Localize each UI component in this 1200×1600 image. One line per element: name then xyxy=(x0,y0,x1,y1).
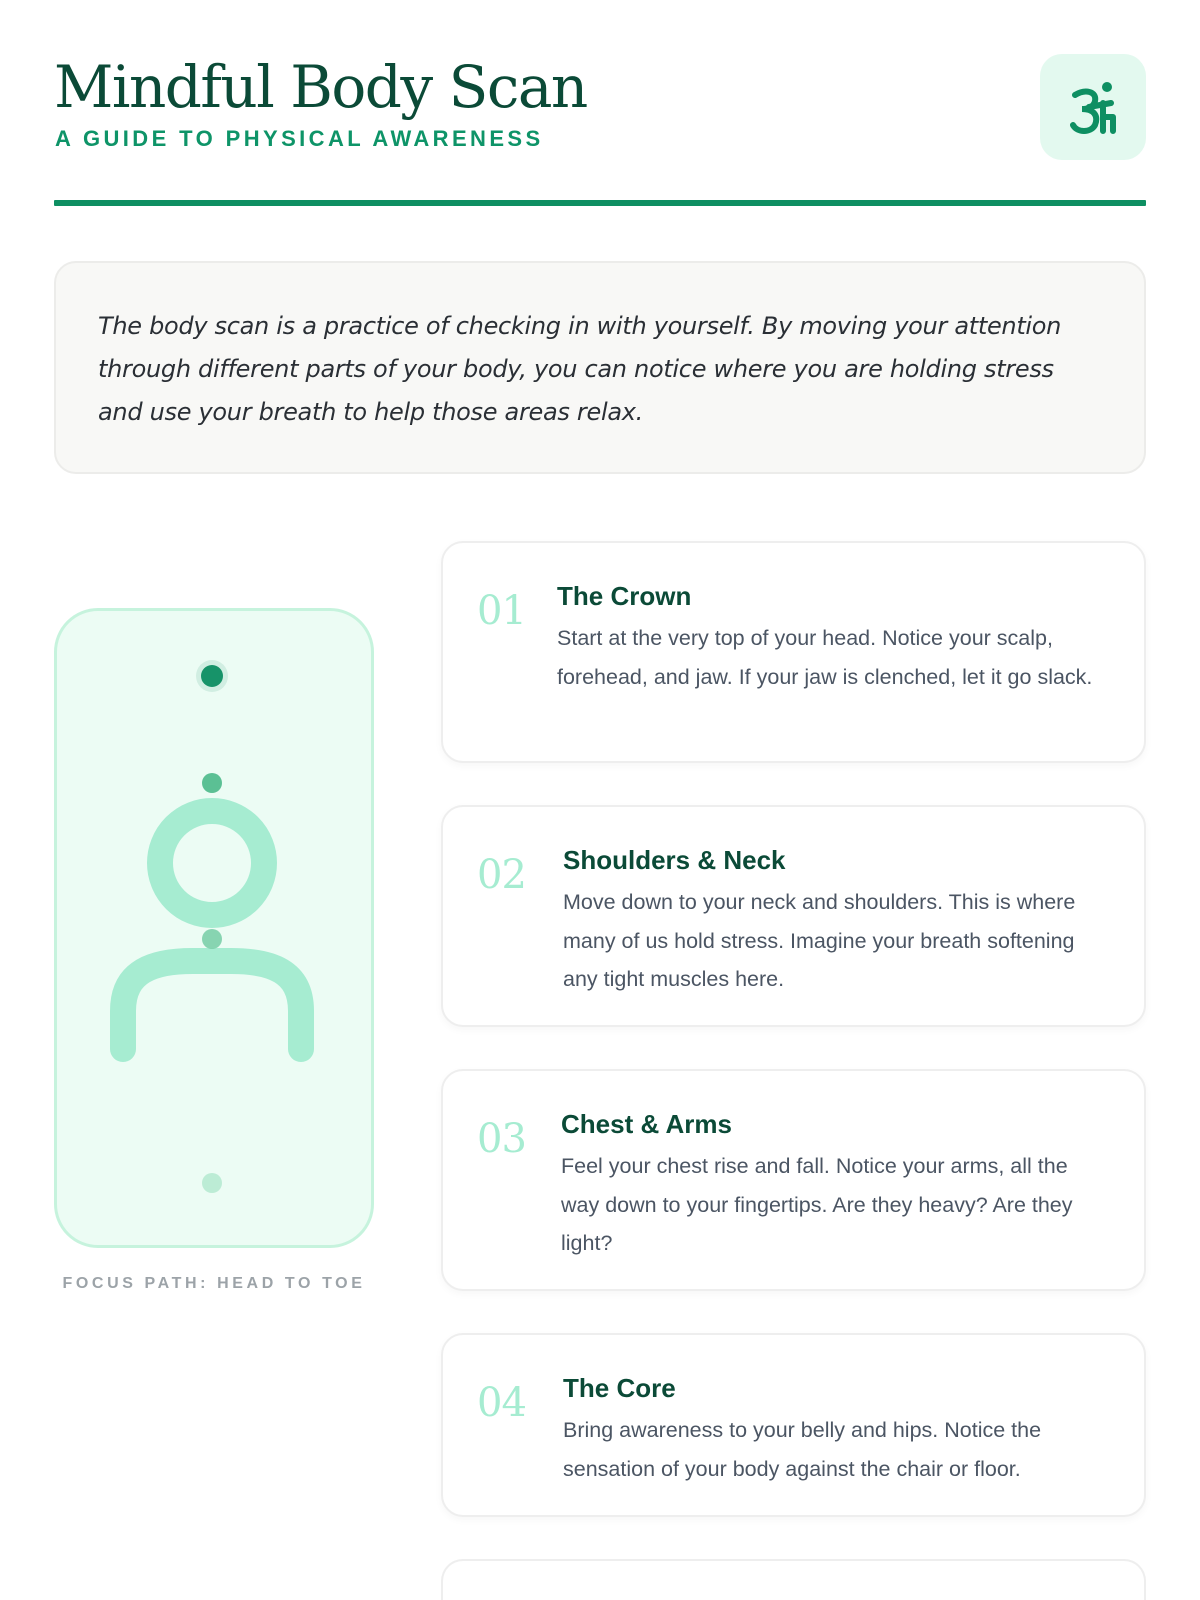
logo-badge xyxy=(1040,54,1146,160)
step-card xyxy=(441,1333,1146,1517)
step-title: Chest & Arms xyxy=(561,1109,732,1139)
step-number: 04 xyxy=(477,1380,526,1426)
person-outline-icon xyxy=(57,611,377,1251)
step-text: Move down to your neck and shoulders. This is where many of us hold stress. Imagine your breath softening any tight muscles here. xyxy=(563,890,1076,991)
header-divider xyxy=(54,200,1146,206)
focus-dot-head xyxy=(202,773,222,793)
step-card xyxy=(441,541,1146,763)
step-title: Shoulders & Neck xyxy=(563,845,786,875)
page-title: Mindful Body Scan xyxy=(54,53,587,121)
step-number: 02 xyxy=(477,852,526,898)
step-title: The Crown xyxy=(557,581,692,611)
step-number: 01 xyxy=(477,588,526,634)
page-subtitle: A GUIDE TO PHYSICAL AWARENESS xyxy=(55,126,544,151)
intro-card xyxy=(54,261,1146,474)
step-card xyxy=(441,805,1146,1027)
step-text: Feel your chest rise and fall. Notice your arms, all the way down to your fingertips. Are they heavy? Are they light? xyxy=(561,1154,1073,1255)
step-title: The Core xyxy=(563,1373,676,1403)
step-number: 03 xyxy=(477,1116,526,1162)
step-card-partial xyxy=(441,1559,1146,1600)
header xyxy=(54,0,1146,206)
focus-dot-feet xyxy=(202,1173,222,1193)
focus-dot-neck xyxy=(202,929,222,949)
body-figure-panel xyxy=(54,608,374,1248)
step-text: Bring awareness to your belly and hips. Notice the sensation of your body against the chair or floor. xyxy=(563,1418,1042,1481)
step-card xyxy=(441,1069,1146,1291)
intro-text: The body scan is a practice of checking in with yourself. By moving your attention through different parts of your body, you can notice where you are holding stress and use your breath to help those areas relax. xyxy=(98,312,1062,426)
focus-path-caption: FOCUS PATH: HEAD TO TOE xyxy=(62,1275,366,1292)
step-text: Start at the very top of your head. Notice your scalp, forehead, and jaw. If your jaw is clenched, let it go slack. xyxy=(557,626,1093,689)
accessibility-figure-icon xyxy=(1063,77,1123,137)
